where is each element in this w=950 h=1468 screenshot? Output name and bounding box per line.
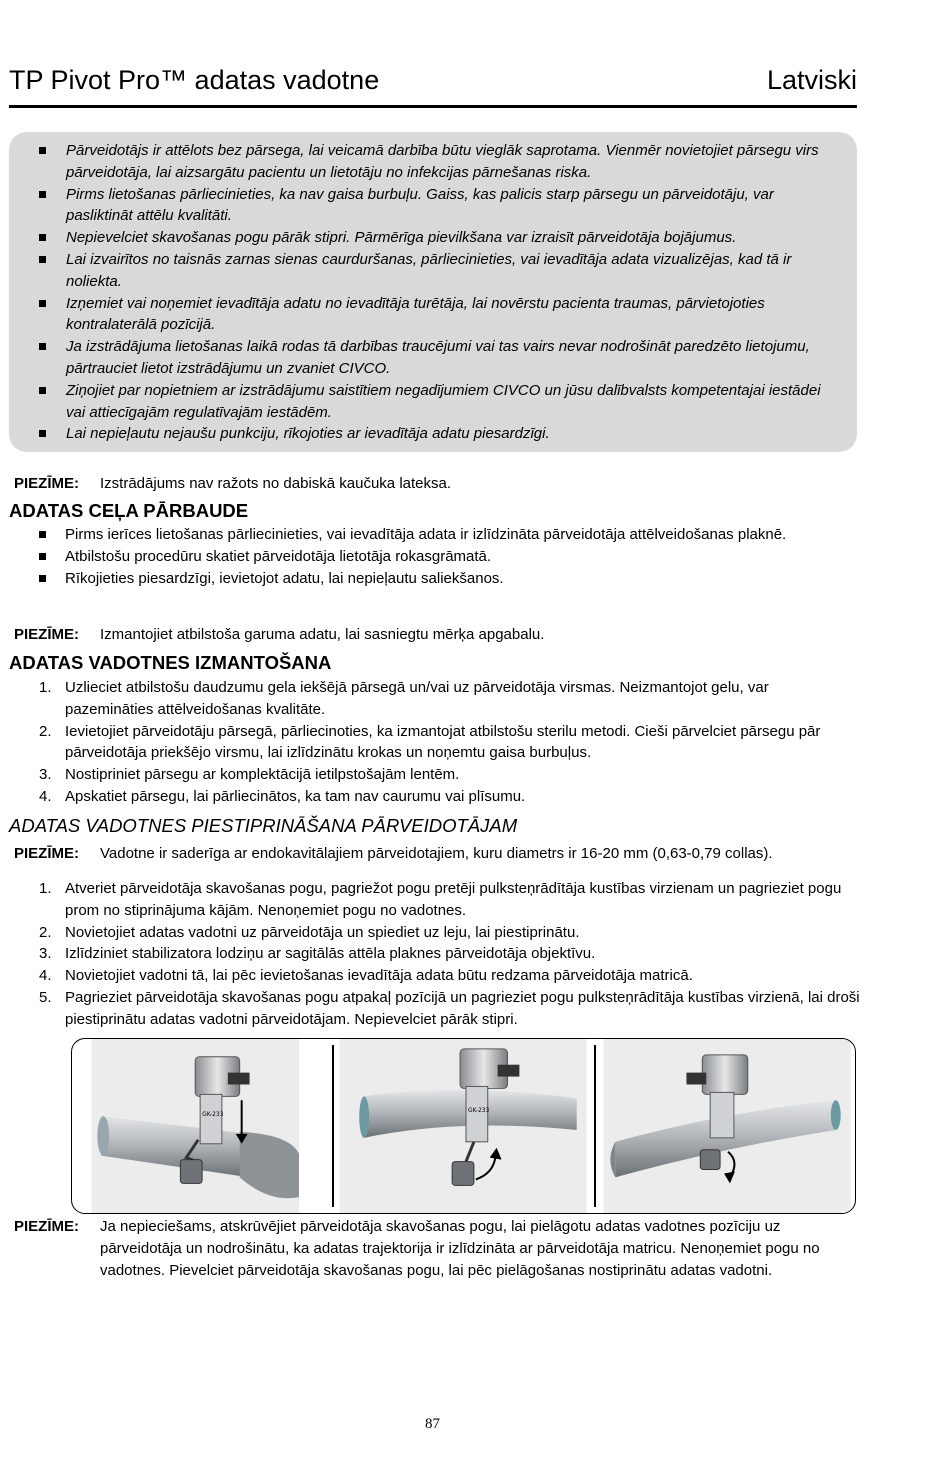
document-title: TP Pivot Pro™ adatas vadotne (9, 65, 380, 95)
warning-item: Pirms lietošanas pārliecinieties, ka nav gaisa burbuļu. Gaiss, kas palicis starp pārsegu un pārveidotāju, var pasliktināt attēlu kvalitāti. (39, 184, 841, 228)
attach-steps (39, 878, 861, 1031)
warnings-list (39, 140, 841, 445)
page-header (9, 62, 857, 108)
step-item: 5. Pagrieziet pārveidotāja skavošanas pogu atpakaļ pozīcijā un pagrieziet pogu pulksteņrādītāja kustības virzienā, lai droši piestiprinātu adatas vadotni pārveidotājam. Nepievelciet pārāk stipri. (39, 988, 860, 1028)
note-text: Ja nepieciešams, atskrūvējiet pārveidotāja skavošanas pogu, lai pielāgotu adatas vadotnes pozīciju uz pārveidotāja un nodrošinātu, ka adatas trajektorija ir izlīdzināta ar pārveidotāja matricu. Nenoņemiet pogu no vadotnes. Pievelciet pārveidotāja skavošanas pogu, lai pēc pielāgošanas nostiprinātu adatas vadotni. (100, 1218, 820, 1279)
figure-divider (594, 1045, 596, 1207)
section-heading-needle-path: ADATAS CEĻA PĀRBAUDE (9, 500, 249, 521)
note-needle-length (14, 624, 854, 646)
note-label: PIEZĪME: (14, 626, 80, 643)
note-text: Izmantojiet atbilstoša garuma adatu, lai sasniegtu mērķa apgabalu. (100, 626, 545, 643)
step-item: 1. Atveriet pārveidotāja skavošanas pogu, pagriežot pogu pretēji pulksteņrādītāja kustības virzienam un pagrieziet pogu prom no stiprinājuma kājām. Nenoņemiet pogu no vadotnes. (39, 880, 842, 919)
needle-path-list (39, 524, 859, 589)
step-item: 3. Nostipriniet pārsegu ar komplektācijā ietilpstošajām lentēm. (39, 766, 460, 784)
note-text: Vadotne ir saderīga ar endokavitālajiem pārveidotajiem, kuru diametrs ir 16-20 mm (0,63-0,79 collas). (100, 845, 773, 862)
warnings-box (9, 132, 857, 452)
gk-label: GK-233 (202, 1111, 224, 1119)
list-item: Rīkojieties piesardzīgi, ievietojot adatu, lai nepieļautu saliekšanos. (39, 568, 859, 590)
note-text: Izstrādājums nav ražots no dabiskā kaučuka lateksa. (100, 475, 452, 492)
step-item: 1. Uzlieciet atbilstošu daudzumu gela iekšējā pārsegā un/vai uz pārveidotāja virsmas. Neizmantojot gelu, var pazemināties attēlveidošanas kvalitāte. (39, 679, 769, 718)
gk-label: GK-233 (467, 1107, 490, 1115)
warning-item: Nepievelciet skavošanas pogu pārāk stipri. Pārmērīga pievilkšana var izraisīt pārveidotāja bojājumus. (39, 227, 841, 249)
section-heading-guide-use: ADATAS VADOTNES IZMANTOŠANA (9, 652, 332, 673)
attachment-illustration (71, 1038, 856, 1214)
illustration-step-push-down (90, 1039, 335, 1213)
section-heading-attach: ADATAS VADOTNES PIESTIPRINĀŠANA PĀRVEIDOTĀJAM (9, 815, 518, 836)
warning-item: Pārveidotājs ir attēlots bez pārsega, lai veicamā darbība būtu vieglāk saprotama. Vienmēr novietojiet pārsegu virs pārveidotāja, lai aizsargātu pacientu un lietotāju no infekcijas pārnešanas riska. (39, 140, 841, 184)
warning-item: Izņemiet vai noņemiet ievadītāja adatu no ievadītāja turētāja, lai novērstu pacienta traumas, pārvietojoties kontralaterālā pozīcijā. (39, 293, 841, 337)
list-item: Pirms ierīces lietošanas pārliecinieties, vai ievadītāja adata ir izlīdzināta pārveidotāja attēlveidošanas plaknē. (39, 524, 859, 546)
step-item: 2. Ievietojiet pārveidotāju pārsegā, pārliecinoties, ka izmantojat atbilstošu sterilu metodi. Cieši pārvelciet pārsegu pār pārveidotāja priekšējo virsmu, lai izlīdzinātu krokas un noņemtu gaisa burbuļus. (39, 722, 821, 762)
step-item: 4. Novietojiet vadotni tā, lai pēc ievietošanas ievadītāja adata būtu redzama pārveidotāja matricā. (39, 967, 693, 985)
note-adjust (14, 1216, 864, 1282)
step-item: 2. Novietojiet adatas vadotni uz pārveidotāja un spiediet uz leju, lai piestiprinātu. (39, 923, 580, 941)
figure-divider (332, 1045, 334, 1207)
note-label: PIEZĪME: (14, 845, 80, 862)
note-compatibility (14, 843, 864, 865)
note-label: PIEZĪME: (14, 1218, 80, 1235)
page-number: 87 (425, 1416, 440, 1432)
guide-use-steps (39, 677, 861, 808)
warning-item: Lai nepieļautu nejaušu punkciju, rīkojoties ar ievadītāja adatu piesardzīgi. (39, 423, 841, 445)
note-latex (14, 473, 854, 495)
warning-item: Ja izstrādājuma lietošanas laikā rodas tā darbības traucējumi vai tas vairs nevar nodrošināt paredzēto lietojumu, pārtrauciet lietot izstrādājumu un zvaniet CIVCO. (39, 336, 841, 380)
warning-item: Lai izvairītos no taisnās zarnas sienas caurduršanas, pārliecinieties, vai ievadītāja adata vizualizējas, kad tā ir noliekta. (39, 249, 841, 293)
note-label: PIEZĪME: (14, 475, 80, 492)
step-item: 3. Izlīdziniet stabilizatora lodziņu ar sagitālās attēla plaknes pārveidotāja objektīvu. (39, 945, 596, 963)
illustration-step-rotate-knob (338, 1039, 593, 1213)
illustration-step-tighten (602, 1039, 852, 1213)
step-item: 4. Apskatiet pārsegu, lai pārliecinātos, ka tam nav caurumu vai plīsumu. (39, 787, 526, 805)
language-label: Latviski (766, 65, 857, 95)
warning-item: Ziņojiet par nopietniem ar izstrādājumu saistītiem negadījumiem CIVCO un jūsu dalībvalsts kompetentajai iestādei vai attiecīgajām regulatīvajām iestādēm. (39, 380, 841, 424)
list-item: Atbilstošu procedūru skatiet pārveidotāja lietotāja rokasgrāmatā. (39, 546, 859, 568)
